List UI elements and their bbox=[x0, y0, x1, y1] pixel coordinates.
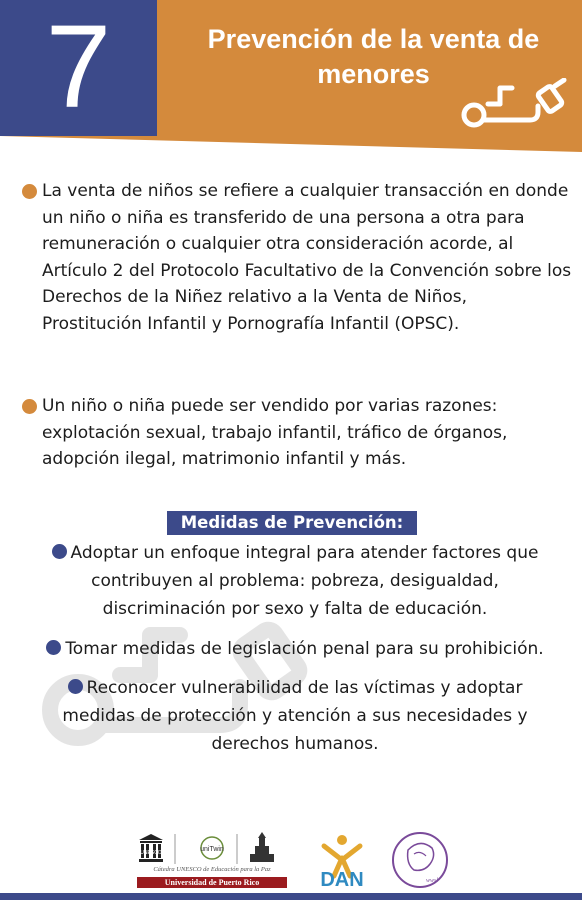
header bbox=[0, 0, 582, 160]
measure-item bbox=[30, 635, 560, 663]
blue-bullet-icon bbox=[46, 640, 61, 655]
intro-paragraph-1 bbox=[20, 178, 572, 337]
paragraph-text: La venta de niños se refiere a cualquier transacción en donde un niño o niña es transferido de una persona a otra para remuneración o cualquier otra consideración acorde, al Artículo 2 del Protocolo Facultativo de la Convención sobre los Derechos de la Niñez relativo a la Venta de Niños, Prostitución Infantil y Pornografía Infantil (OPSC). bbox=[42, 181, 572, 334]
blue-bullet-icon bbox=[68, 679, 83, 694]
measure-item bbox=[30, 674, 560, 758]
paragraph-text: Un niño o niña puede ser vendido por varias razones: explotación sexual, trabajo infantil, tráfico de órganos, adopción ilegal, matrimonio infantil y más. bbox=[42, 396, 508, 469]
unitwin-logo-text: uniTwin bbox=[200, 846, 224, 853]
measure-item bbox=[30, 539, 560, 623]
measures-heading: Medidas de Prevención: bbox=[167, 511, 417, 535]
unesco-logo-text: UNESCO bbox=[140, 850, 162, 856]
unesco-caption: Cátedra UNESCO de Educación para la Paz bbox=[153, 866, 271, 873]
dan-logo bbox=[310, 832, 374, 888]
measure-text: Adoptar un enfoque integral para atender factores que contribuyen al problema: pobreza, desigualdad, discriminación por sexo y falta de educación. bbox=[70, 543, 539, 619]
chapter-number: 7 bbox=[45, 1, 112, 133]
intro-paragraph-2 bbox=[20, 393, 572, 473]
blue-bullet-icon bbox=[52, 544, 67, 559]
measure-text: Reconocer vulnerabilidad de las víctimas y adoptar medidas de protección y atención a sus necesidades y derechos humanos. bbox=[62, 678, 528, 754]
university-band: Universidad de Puerto Rico bbox=[137, 877, 287, 888]
measure-text: Tomar medidas de legislación penal para su prohibición. bbox=[65, 639, 544, 659]
dan-logo-text: DAN bbox=[320, 869, 364, 888]
orange-bullet-icon bbox=[22, 399, 37, 414]
wwsl-logo-text: wwsl bbox=[426, 878, 439, 884]
unesco-unitwin-logo bbox=[137, 832, 287, 866]
bottom-rule bbox=[0, 893, 582, 900]
baby-bottle-icon bbox=[460, 78, 572, 132]
page-title: Prevención de la venta de menores bbox=[207, 24, 540, 89]
orange-bullet-icon bbox=[22, 184, 37, 199]
wwsl-logo bbox=[390, 830, 450, 890]
